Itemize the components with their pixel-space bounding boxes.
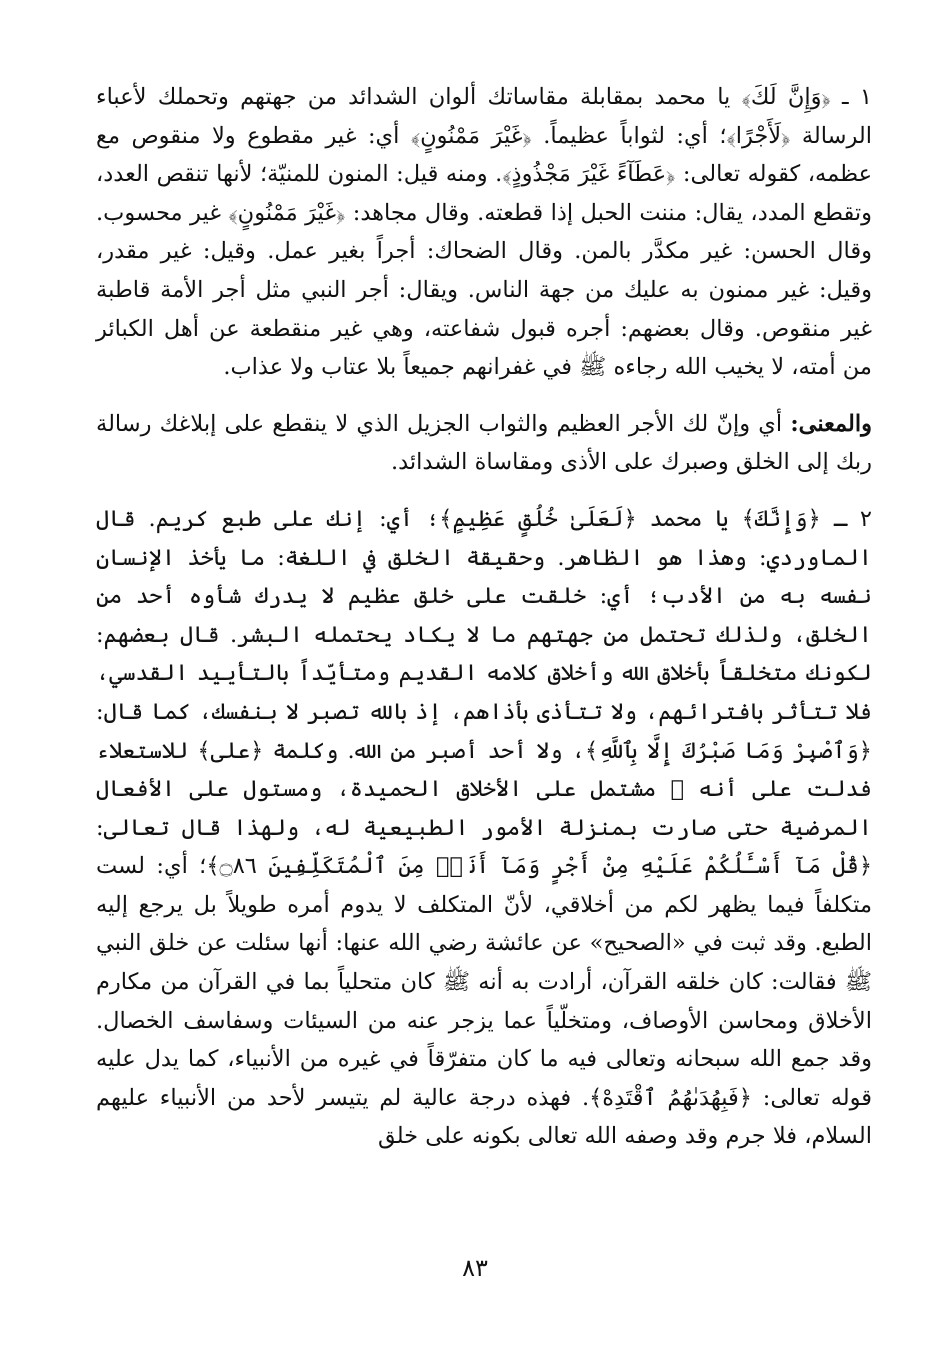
paragraph-3-text: ٢ ـ ﴿وَإِنَّكَ﴾ يا محمد ﴿لَعَلَىٰ خُلُقٍ عَظِيمٍ﴾؛ أي: إنك على طبع كريم. قال الماوردي: وهذا هو الظاهر. وحقيقة الخلق في اللغة: ما يأخذ الإنسان نفسه به من الأدب؛ أي: خلقت على خلق عظيم لا يدرك شأوه أحد من الخلق، ولذلك تحتمل من جهتهم ما لا يكاد يحتمله البشر. قال بعضهم: لكونك متخلقاً بأخلاق الله وأخلاق كلامه القديم ومتأيّداً بالتأييد القدسي، فلا تتأثر بافترائهم، ولا تتأذى بأذاهم، إذ بالله تصبر لا بنفسك، كما قال: ﴿وَٱصْبِرْ وَمَا صَبْرُكَ إِلَّا بِٱللَّهِ﴾، ولا أحد أصبر من الله. وكلمة ﴿على﴾ للاستعلاء فدلت على أنه ﷺ مشتمل على الأخلاق الحميدة، ومستول على الأفعال المرضية حتى صارت بمنزلة الأمور الطبيعية له، ولهذا قال تعالى: ﴿قُلْ مَآ أَسْـَٔلُكُمْ عَلَيْهِ مِنْ أَجْرٍ وَمَآ أَنَا۠ مِنَ ٱلْمُتَكَلِّفِينَ ۝٨٦﴾؛ أي: لست متكلفاً فيما يظهر لكم من أخلاقي، لأنّ المتكلف لا يدوم أمره طويلاً بل يرجع إليه الطبع. وقد ثبت في «الصحيح» عن عائشة رضي الله عنها: أنها سئلت عن خلق النبي ﷺ فقالت: كان خلقه القرآن، أرادت به أنه ﷺ كان متحلياً بما في القرآن من مكارم الأخلاق ومحاسن الأوصاف، ومتخلّياً عما يزجر عنه من السيئات وسفاسف الخصال. وقد جمع الله سبحانه وتعالى فيه ما كان متفرّقاً في غيره من الأنبياء، كما يدل عليه قوله تعالى: ﴿فَبِهُدَىٰهُمُ ٱقْتَدِهْ﴾. فهذه درجة عالية لم يتيسر لأحد من الأنبياء عليهم السلام، فلا جرم وقد وصفه الله تعالى بكونه على خلق bbox=[96, 505, 873, 1150]
paragraph-1 bbox=[96, 78, 872, 387]
paragraph-2-text: أي وإنّ لك الأجر العظيم والثواب الجزيل الذي لا ينقطع على إبلاغك رسالة ربك إلى الخلق وصبرك على الأذى ومقاساة الشدائد. bbox=[96, 410, 872, 476]
page-body bbox=[96, 78, 872, 1156]
paragraph-3 bbox=[96, 500, 872, 1156]
paragraph-1-text: ١ ـ ﴿وَإِنَّ لَكَ﴾ يا محمد بمقابلة مقاساتك ألوان الشدائد من جهتهم وتحملك لأعباء الرسالة ﴿لَأَجْرًا﴾؛ أي: لثواباً عظيماً. ﴿غَيْرَ مَمْنُونٍ﴾ أي: غير مقطوع ولا منقوص مع عظمه، كقوله تعالى: ﴿عَطَآءً غَيْرَ مَجْذُوذٍ﴾. ومنه قيل: المنون للمنيّة؛ لأنها تنقص العدد، وتقطع المدد، يقال: مننت الحبل إذا قطعته. وقال مجاهد: ﴿غَيْرَ مَمْنُونٍ﴾ غير محسوب. وقال الحسن: غير مكدَّر بالمن. وقال الضحاك: أجراً بغير عمل. وقيل: غير مقدر، وقيل: غير ممنون به عليك من جهة الناس. ويقال: أجر النبي مثل أجر الأمة قاطبة غير منقوص. وقال بعضهم: أجره قبول شفاعته، وهي غير منقطعة عن أهل الكبائر من أمته، لا يخيب الله رجاءه ﷺ في غفرانهم جميعاً بلا عتاب ولا عذاب. bbox=[96, 84, 872, 381]
page-number: ٨٣ bbox=[462, 1254, 488, 1282]
paragraph-2 bbox=[96, 405, 872, 482]
paragraph-2-lead: والمعنى: bbox=[790, 410, 872, 437]
